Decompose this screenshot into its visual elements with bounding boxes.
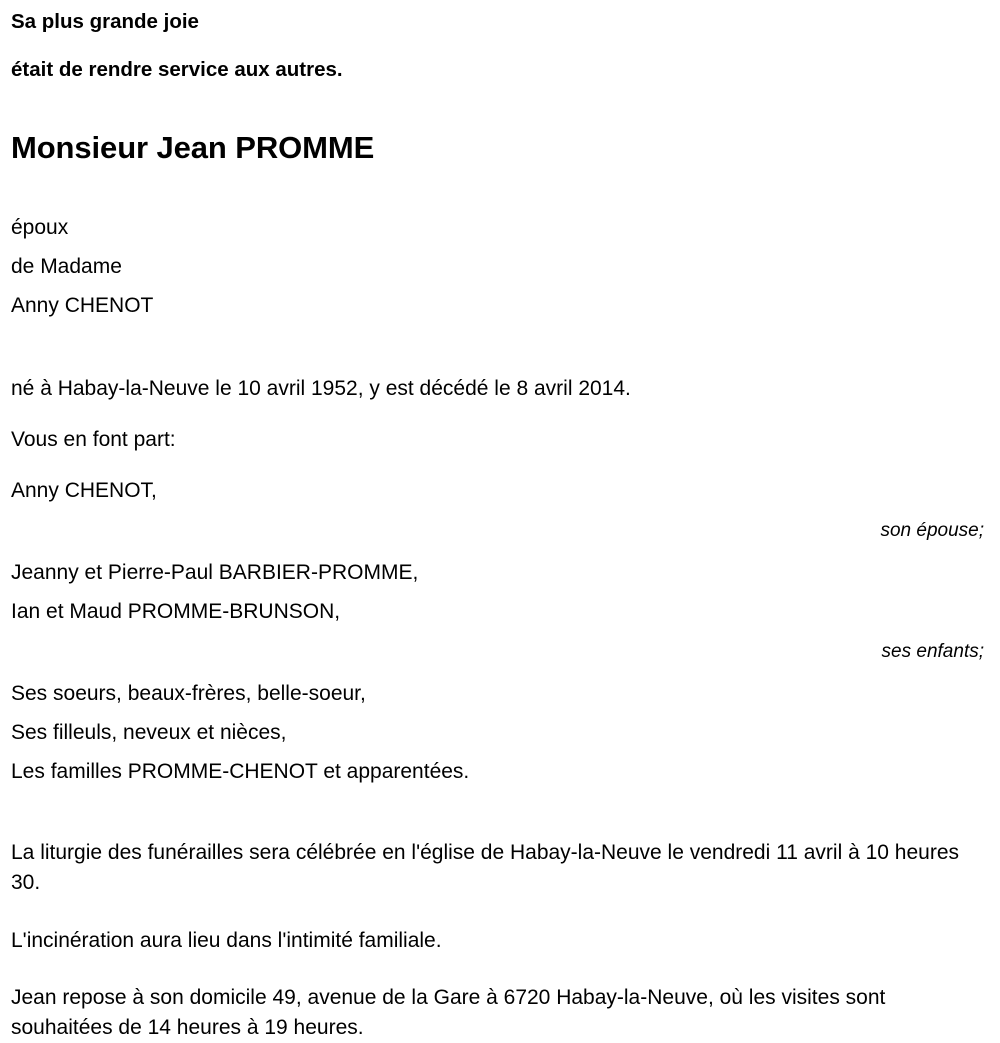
survivor-group <box>11 562 992 661</box>
deceased-name: Monsieur Jean PROMME <box>11 130 375 165</box>
survivor-group <box>11 480 992 540</box>
survivor-names <box>11 480 992 501</box>
epigraph-line-1: Sa plus grande joie <box>11 10 199 33</box>
extended-family-line: Les familles PROMME-CHENOT et apparentées. <box>11 760 470 783</box>
survivor-name: Anny CHENOT, <box>11 479 157 502</box>
spouse-relation-block <box>11 217 992 316</box>
extended-family-line: Ses filleuls, neveux et nièces, <box>11 721 287 744</box>
cremation-details: L'incinération aura lieu dans l'intimité familiale. <box>11 928 442 952</box>
epigraph-line-2: était de rendre service aux autres. <box>11 57 343 81</box>
extended-family-line: Ses soeurs, beaux-frères, belle-soeur, <box>11 682 366 705</box>
survivor-name: Jeanny et Pierre-Paul BARBIER-PROMME, <box>11 561 419 584</box>
visitation-details: Jean repose à son domicile 49, avenue de la Gare à 6720 Habay-la-Neuve, où les visites sont souhaitées de 14 heures à 19 heures. <box>11 986 886 1040</box>
announcement-lead-in: Vous en font part: <box>11 428 176 451</box>
liturgy-details: La liturgie des funérailles sera célébrée en l'église de Habay-la-Neuve le vendredi 11 avril à 10 heures 30. <box>11 841 960 894</box>
relation-intro: époux <box>11 216 69 239</box>
epigraph <box>11 12 992 80</box>
survivor-name: Ian et Maud PROMME-BRUNSON, <box>11 600 341 623</box>
spouse-name: Anny CHENOT <box>11 294 154 317</box>
survivor-names <box>11 562 992 622</box>
survivor-relation-label: son épouse; <box>880 520 984 541</box>
vital-statement: né à Habay-la-Neuve le 10 avril 1952, y est décédé le 8 avril 2014. <box>11 377 631 400</box>
relation-of: de Madame <box>11 255 122 278</box>
arrangements <box>11 838 992 1043</box>
extended-family-list <box>11 683 992 782</box>
survivor-relation-label: ses enfants; <box>881 641 984 662</box>
survivors-list <box>11 480 992 782</box>
